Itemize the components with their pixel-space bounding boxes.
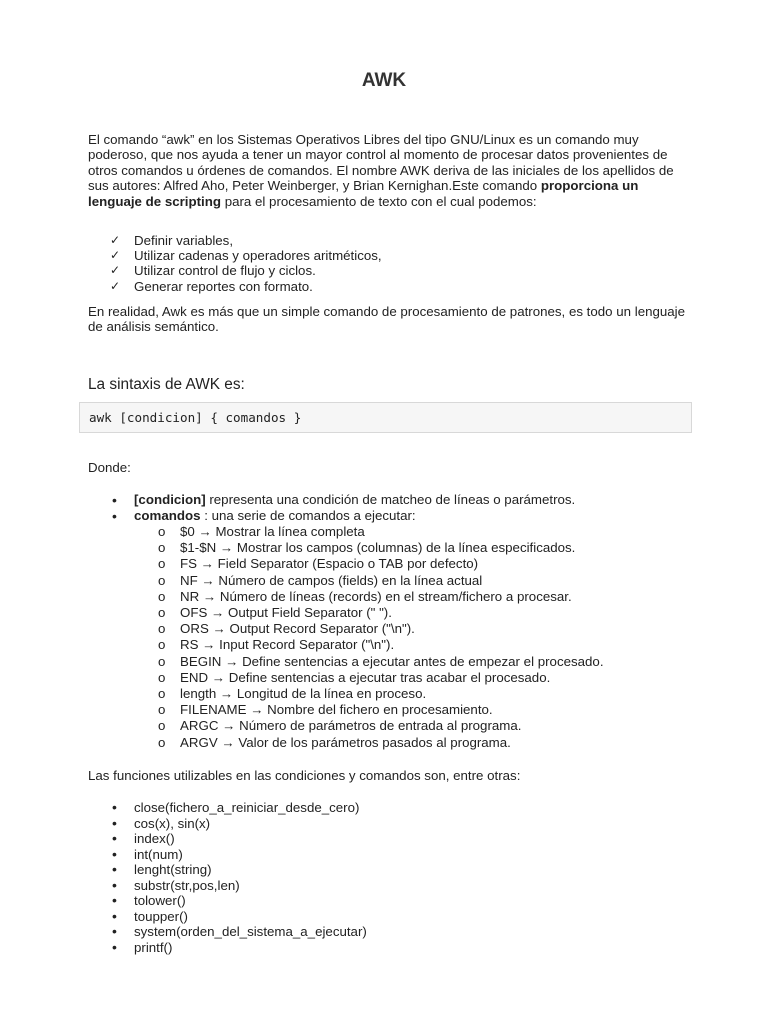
page-title: AWK [361,70,407,91]
sub-bullet-icon: o [158,556,166,572]
intro-bold-text: proporciona un lenguaje de scripting [88,178,639,209]
bullet-icon: • [112,938,117,955]
code-text: awk [condicion] { comandos } [89,410,302,425]
sublist-item: o ARGV → Valor de los parámetros pasados al programa. [158,734,511,750]
function-item: • system(orden_del_sistema_a_ejecutar) [112,923,367,939]
function-item: • index() [112,830,175,846]
sub-bullet-icon: o [158,524,166,539]
code-block [79,402,692,433]
bullet-icon: • [112,892,117,908]
sublist-item: o ORS → Output Record Separator ("\n"). [158,621,415,637]
bullet-icon: • [112,492,117,508]
intro-paragraph [88,132,688,209]
sub-bullet-icon: o [158,702,166,718]
bullet-icon: • [112,907,117,924]
intro-text-2: para el procesamiento de texto con el cual podemos: [221,193,537,209]
donde-label: Donde: [88,460,131,475]
list-item: • [condicion] representa una condición de matcheo de líneas o parámetros. [112,492,576,508]
capabilities-checklist [88,233,688,294]
function-item: • int(num) [112,845,183,862]
sublist-item: o RS → Input Record Separator ("\n"). [158,637,395,653]
function-item: • close(fichero_a_reiniciar_desde_cero) [112,799,360,815]
sublist-item: o FILENAME → Nombre del fichero en procesamiento. [158,702,493,718]
checklist-item: ✓ Definir variables, [110,233,234,248]
checklist-item: ✓ Utilizar cadenas y operadores aritméticos, [110,248,382,264]
bullet-icon: • [112,830,117,846]
sublist-item: o FS → Field Separator (Espacio o TAB por defecto) [158,556,479,572]
function-item: • cos(x), sin(x) [112,814,211,831]
sublist-item: o NF → Número de campos (fields) en la línea actual [158,572,483,588]
bullet-icon: • [112,799,117,815]
sub-bullet-icon: o [158,718,166,734]
sub-bullet-icon: o [158,621,166,637]
sublist-item: o $0 → Mostrar la línea completa [158,524,365,539]
sub-bullet-icon: o [158,686,166,702]
function-item: • tolower() [112,892,186,908]
sub-bullet-icon: o [158,637,166,653]
variables-sublist [134,524,688,751]
sub-bullet-icon: o [158,605,166,621]
sublist-item: o OFS → Output Field Separator (" "). [158,605,392,621]
function-item: • printf() [112,938,173,955]
sublist-item: o BEGIN → Define sentencias a ejecutar antes de empezar el procesado. [158,653,604,669]
intro-text-1: El comando “awk” en los Sistemas Operativos Libres del tipo GNU/Linux es un comando muy poderoso, que nos ayuda a tener un mayor control al momento de procesar datos provenientes de otros comandos u órdenes de comandos. El nombre AWK deriva de las iniciales de los apellidos de sus autores: Alfred Aho, Peter Weinberger, y Brian Kernighan.Este comando [88,132,674,194]
term-condicion: [condicion] [134,492,206,507]
syntax-parts-list [88,492,688,751]
sublist-item: o $1-$N → Mostrar los campos (columnas) de la línea especificados. [158,540,576,556]
sub-bullet-icon: o [158,588,166,604]
term-comandos: comandos [134,508,201,523]
checklist-item: ✓ Utilizar control de flujo y ciclos. [110,263,316,279]
functions-heading: Las funciones utilizables en las condiciones y comandos son, entre otras: [88,768,521,783]
functions-list [88,800,688,955]
bullet-icon: • [112,845,117,862]
bullet-icon: • [112,923,117,939]
sublist-item: o ARGC → Número de parámetros de entrada al programa. [158,718,522,734]
checkmark-icon: ✓ [110,278,121,293]
function-item: • lenght(string) [112,861,212,877]
checkmark-icon: ✓ [110,263,121,278]
sublist-item: o END → Define sentencias a ejecutar tras acabar el procesado. [158,669,551,685]
sub-bullet-icon: o [158,540,166,556]
list-item: • comandos : una serie de comandos a ejecutar: o $0 → Mostrar la línea completa o $1-$N → Mostrar los campos (columnas) de la línea especificados. o FS → Field Separator (Espacio o TAB por defecto) o NF → Número de campos (fields) en la línea actual o NR → Número de líneas (records) en el stream/fichero a procesar. o OFS → Output Field Separator (" "). o ORS → Output Record Separator ("\n"). o RS → Input Record Separator ("\n"). o BEGIN → Define sentencias a ejecutar antes de empezar el procesado. o END → Define sentencias a ejecutar tras acabar el procesado. o length → Longitud de la línea en proceso. o FILENAME → Nombre del fichero en procesamiento. o ARGC → Número de parámetros de entrada al programa. o ARGV → Valor de los parámetros pasados al programa. [88,508,688,751]
bullet-icon: • [112,861,117,877]
checkmark-icon: ✓ [110,248,121,263]
bullet-icon: • [112,814,117,831]
semantic-paragraph: En realidad, Awk es más que un simple comando de procesamiento de patrones, es todo un lenguaje de análisis semántico. [88,304,686,335]
sub-bullet-icon: o [158,572,166,588]
sub-bullet-icon: o [158,734,166,750]
bullet-icon: • [112,876,117,893]
checkmark-icon: ✓ [110,233,121,247]
checklist-item: ✓ Generar reportes con formato. [110,278,313,294]
function-item: • toupper() [112,907,188,924]
function-item: • substr(str,pos,len) [112,876,240,893]
sublist-item: o length → Longitud de la línea en proceso. [158,686,427,702]
sub-bullet-icon: o [158,669,166,685]
syntax-heading: La sintaxis de AWK es: [88,376,245,393]
bullet-icon: • [112,508,117,524]
sublist-item: o NR → Número de líneas (records) en el stream/fichero a procesar. [158,588,572,604]
sub-bullet-icon: o [158,653,166,669]
